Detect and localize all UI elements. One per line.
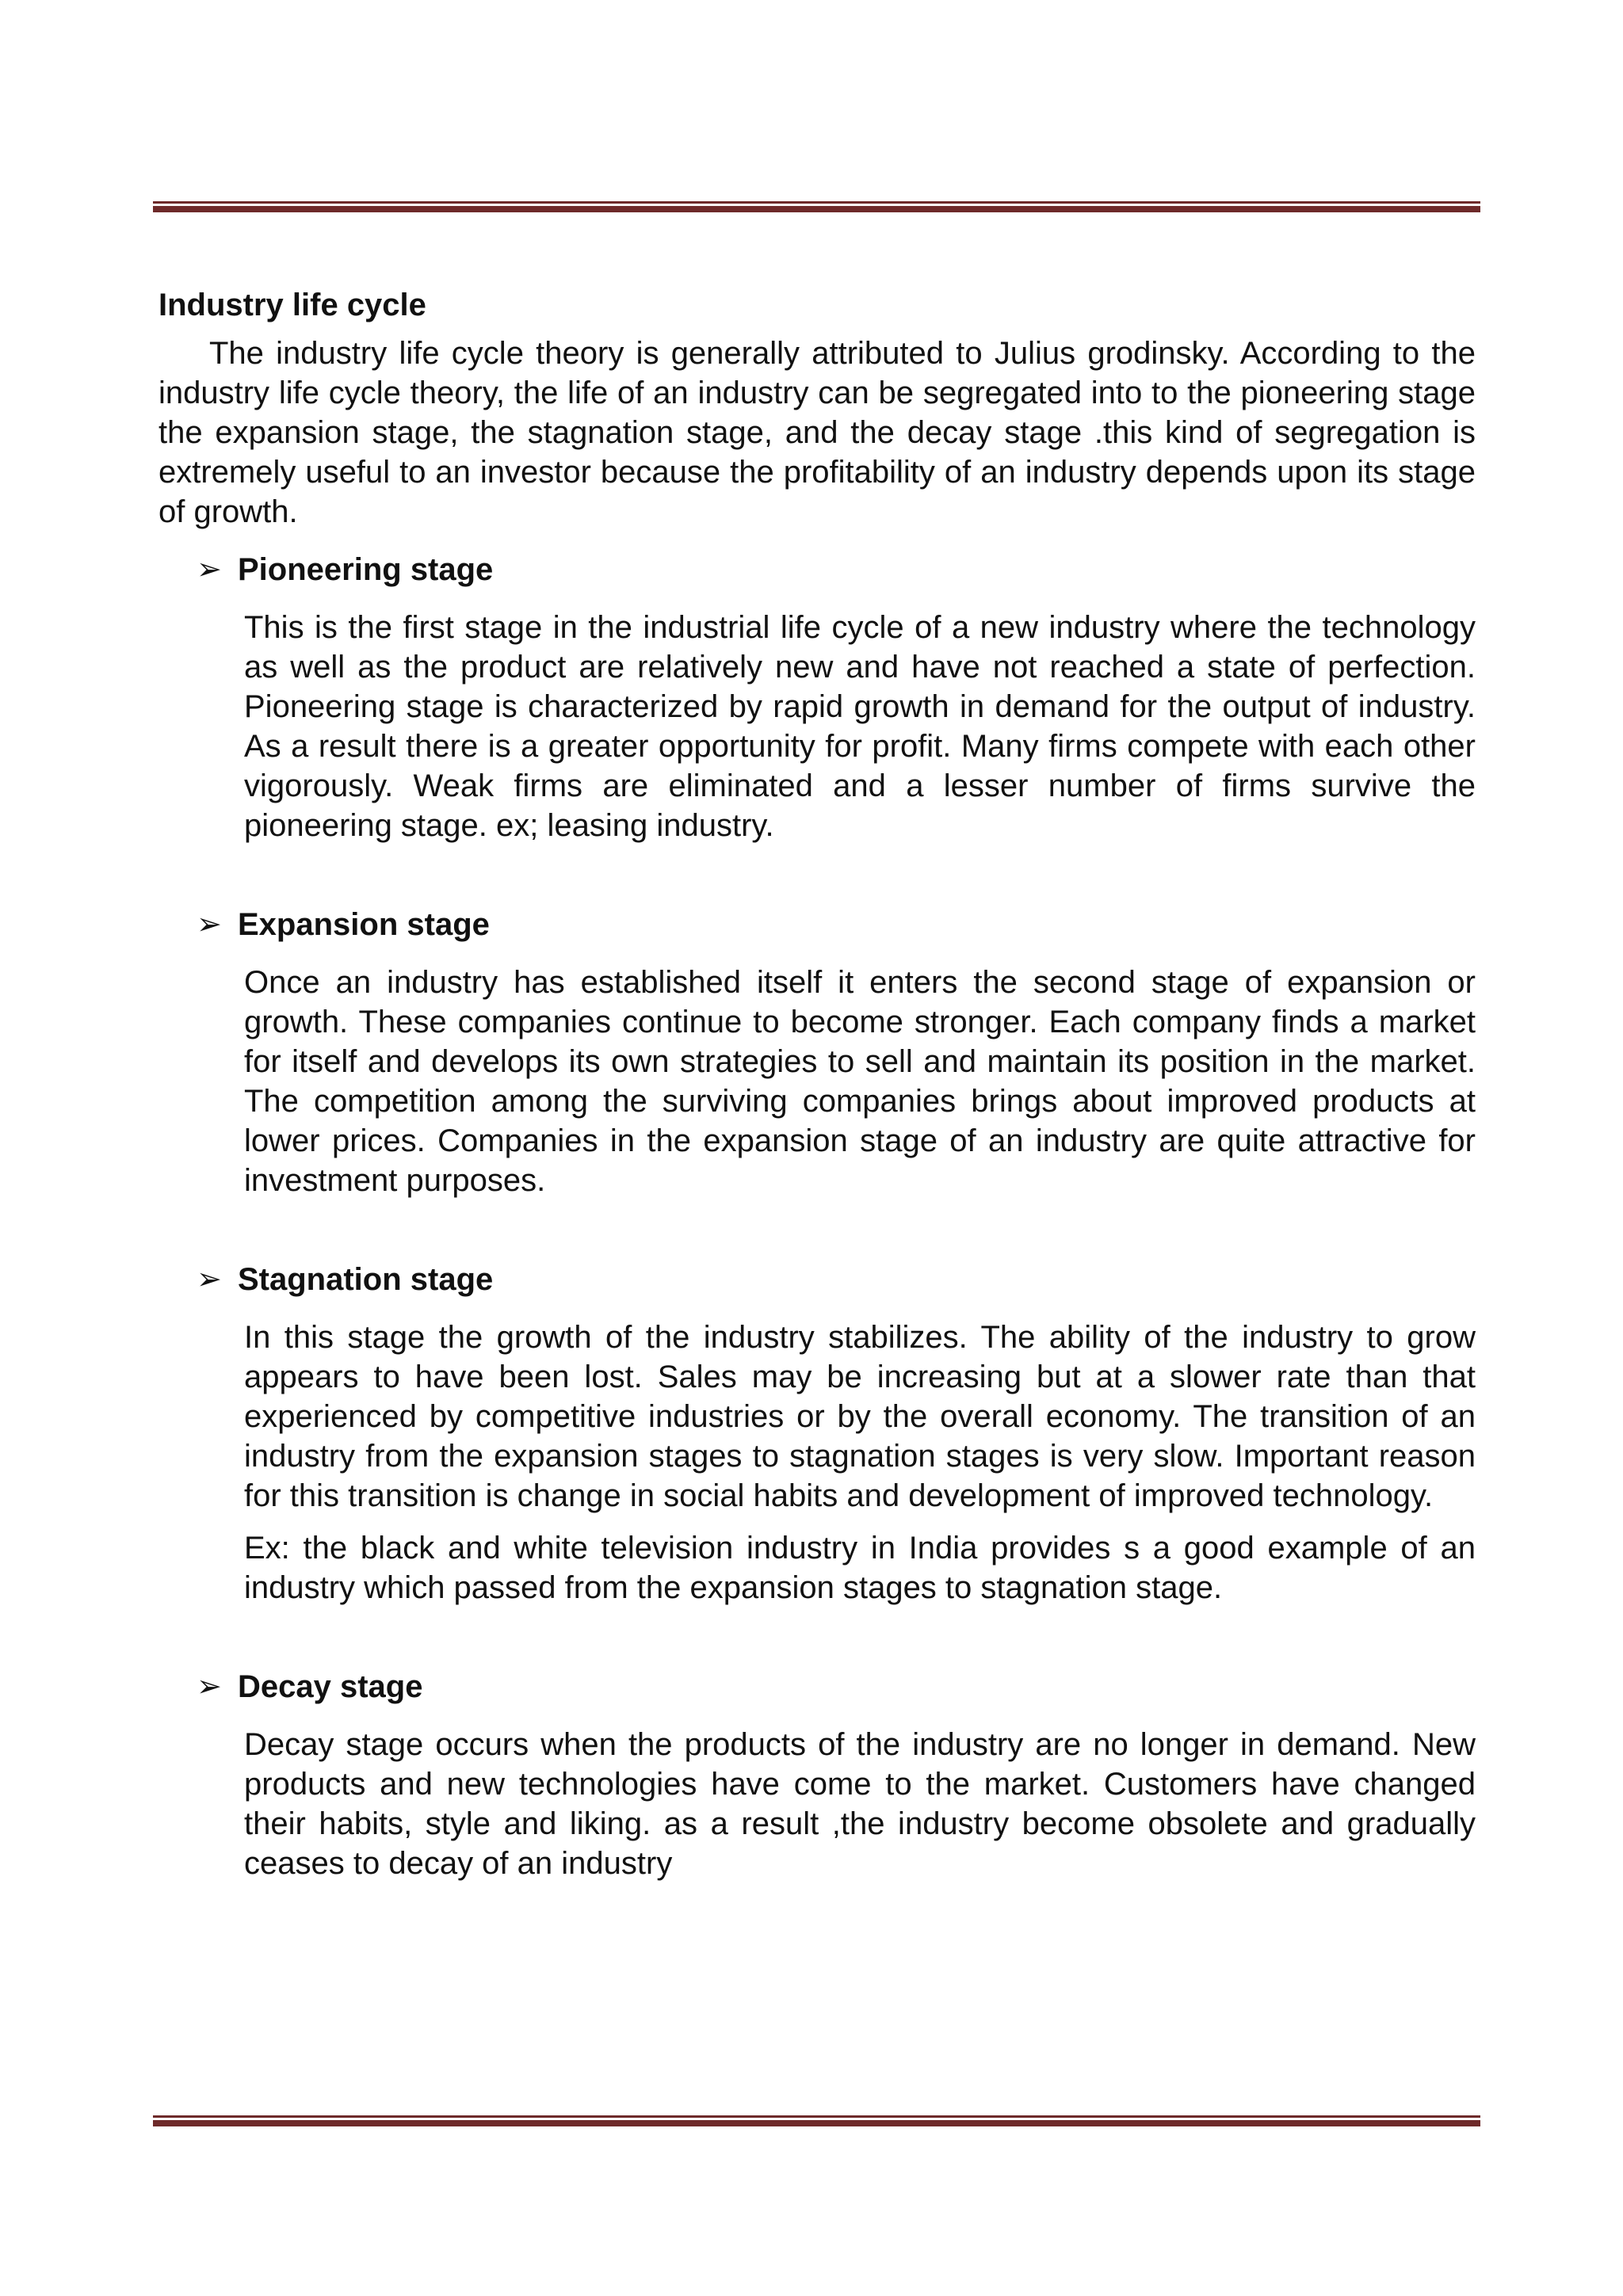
arrow-bullet-icon: ➢ (197, 908, 222, 941)
section-decay-stage (158, 1663, 1476, 1883)
footer-rule (153, 2115, 1480, 2126)
header-rule-thick-line (153, 206, 1480, 212)
header-rule (153, 201, 1480, 212)
header-rule-thin-line (153, 201, 1480, 204)
section-heading (158, 1663, 1476, 1711)
intro-paragraph: The industry life cycle theory is generally attributed to Julius grodinsky. According to the industry life cycle theory, the life of an industry can be segregated into to the pioneering stage the expansion stage, the stagnation stage, and the decay stage .this kind of segregation is extremely useful to an investor because the profitability of an industry depends upon its stage of growth. (158, 336, 1476, 529)
section-paragraph: Decay stage occurs when the products of the industry are no longer in demand. New products and new technologies have come to the market. Customers have changed their habits, style and liking. as a result ,the industry become obsolete and gradually ceases to decay of an industry (244, 1727, 1476, 1881)
section-expansion-stage (158, 901, 1476, 1200)
section-spacer (158, 1608, 1476, 1663)
footer-rule-thin-line (153, 2115, 1480, 2118)
arrow-bullet-icon: ➢ (197, 1263, 222, 1296)
section-heading-label: Decay stage (238, 1669, 423, 1704)
arrow-bullet-icon: ➢ (197, 553, 222, 586)
section-spacer (158, 1200, 1476, 1256)
section-pioneering-stage (158, 546, 1476, 845)
section-paragraph: This is the first stage in the industrial life cycle of a new industry where the technology as well as the product are relatively new and have not reached a state of perfection. Pioneering stage is characterized by rapid growth in demand for the output of industry. As a result there is a greater opportunity for profit. Many firms compete with each other vigorously. Weak firms are eliminated and a lesser number of firms survive the pioneering stage. ex; leasing industry. (244, 610, 1476, 843)
section-heading-label: Expansion stage (238, 907, 490, 942)
footer-rule-thick-line (153, 2120, 1480, 2126)
section-example-paragraph: Ex: the black and white television industry in India provides s a good example of an industry which passed from the expansion stages to stagnation stage. (244, 1531, 1476, 1605)
page-title: Industry life cycle (158, 288, 426, 322)
section-heading-label: Stagnation stage (238, 1262, 494, 1297)
section-paragraph: Once an industry has established itself it enters the second stage of expansion or growth. These companies continue to become stronger. Each company finds a market for itself and develops its own strategies to sell and maintain its position in the market. The competition among the surviving companies brings about improved products at lower prices. Companies in the expansion stage of an industry are quite attractive for investment purposes. (244, 965, 1476, 1198)
section-spacer (158, 845, 1476, 901)
section-heading-label: Pioneering stage (238, 552, 494, 587)
section-heading (158, 901, 1476, 948)
document-body (158, 281, 1476, 1883)
section-paragraph: In this stage the growth of the industry stabilizes. The ability of the industry to grow appears to have been lost. Sales may be increasing but at a slower rate than that experienced by competitive industries or by the overall economy. The transition of an industry from the expansion stages to stagnation stages is very slow. Important reason for this transition is change in social habits and development of improved technology. (244, 1320, 1476, 1513)
arrow-bullet-icon: ➢ (197, 1670, 222, 1703)
section-stagnation-stage (158, 1256, 1476, 1608)
section-heading (158, 546, 1476, 593)
section-heading (158, 1256, 1476, 1303)
